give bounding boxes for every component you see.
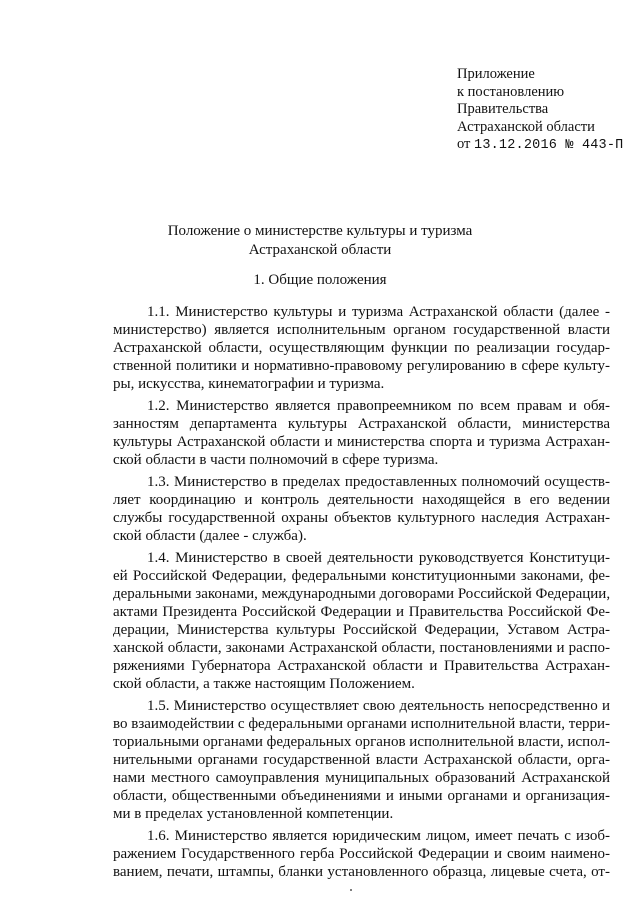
paragraph-line: нительными органами государственной власти Астраханской области, орга- <box>113 752 610 768</box>
paragraph-line: ми в пределах установленной компетенции. <box>113 806 394 822</box>
paragraph-line: актами Президента Российской Федерации и Правительства Российской Фе- <box>113 604 610 620</box>
paragraph-line: службы государственной охраны объектов культурного наследия Астрахан- <box>113 510 610 526</box>
paragraph-line: 1.6. Министерство является юридическим лицом, имеет печать с изоб- <box>147 828 610 844</box>
paragraph-line: ряжениями Губернатора Астраханской области и Правительства Астрахан- <box>113 658 610 674</box>
appendix-date-line <box>457 136 637 155</box>
document-title-line-2: Астраханской области <box>248 242 392 258</box>
paragraph-line: ской области (далее - служба). <box>113 528 307 544</box>
paragraph <box>113 697 610 823</box>
paragraph-line: ей Российской Федерации, федеральными конституционными законами, фе- <box>113 568 610 584</box>
paragraph-line: ственной политики и нормативно-правовому регулированию в сфере культу- <box>113 358 610 374</box>
document-body <box>113 303 610 885</box>
paragraph-line: ванием, печати, штампы, бланки установленного образца, лицевые счета, от- <box>113 864 610 880</box>
paragraph-line: ханской области, законами Астраханской области, постановлениями и распо- <box>113 640 610 656</box>
paragraph-line: занностям департамента культуры Астраханской области, министерства <box>113 416 610 432</box>
paragraph-line: министерство) является исполнительным органом государственной власти <box>113 322 610 338</box>
paragraph <box>113 303 610 393</box>
appendix-date-prefix: от <box>457 136 471 152</box>
paragraph-line: культуры Астраханской области и министерства спорта и туризма Астрахан- <box>113 434 610 450</box>
paragraph-line: 1.3. Министерство в пределах предоставленных полномочий осуществ- <box>147 474 610 490</box>
appendix-line-4: Астраханской области <box>457 118 595 135</box>
paragraph-line: ляет координацию и контроль деятельности находящейся в его ведении <box>113 492 610 508</box>
section-heading: 1. Общие положения <box>253 272 387 288</box>
paragraph <box>113 473 610 545</box>
paragraph-line: 1.2. Министерство является правопреемником по всем правам и обя- <box>147 398 610 414</box>
paragraph-line: во взаимодействии с федеральными органами исполнительной власти, терри- <box>113 716 610 732</box>
scan-speck <box>350 889 352 891</box>
paragraph-line: Астраханской области, осуществляющим функции по реализации государ- <box>113 340 610 356</box>
document-title <box>0 222 640 260</box>
paragraph-line: 1.1. Министерство культуры и туризма Астраханской области (далее - <box>147 304 610 320</box>
paragraph <box>113 397 610 469</box>
paragraph-line: 1.4. Министерство в своей деятельности руководствуется Конституци- <box>147 550 610 566</box>
paragraph <box>113 549 610 693</box>
appendix-line-2: к постановлению <box>457 83 565 100</box>
appendix-header <box>457 66 637 155</box>
appendix-line-3: Правительства <box>457 101 549 117</box>
paragraph-line: дерации, Министерства культуры Российской Федерации, Уставом Астра- <box>113 622 610 638</box>
paragraph-line: ской области в части полномочий в сфере туризма. <box>113 452 439 468</box>
document-title-line-1: Положение о министерстве культуры и туризма <box>167 223 473 239</box>
paragraph-line: ры, искусства, кинематографии и туризма. <box>113 376 385 392</box>
paragraph-line: 1.5. Министерство осуществляет свою деятельность непосредственно и <box>147 698 610 714</box>
paragraph-line: нами местного самоуправления муниципальных образований Астраханской <box>113 770 610 786</box>
appendix-date-number: 13.12.2016 № 443-П <box>474 138 624 153</box>
paragraph <box>113 827 610 881</box>
paragraph-line: деральными законами, международными договорами Российской Федерации, <box>113 586 611 602</box>
paragraph-line: ской области, а также настоящим Положением. <box>113 676 415 692</box>
appendix-line-1: Приложение <box>457 66 535 82</box>
paragraph-line: ражением Государственного герба Российской Федерации и своим наимено- <box>113 846 610 862</box>
paragraph-line: области, общественными объединениями и иными органами и организация- <box>113 788 610 804</box>
paragraph-line: ториальными органами федеральных органов исполнительной власти, испол- <box>113 734 610 750</box>
